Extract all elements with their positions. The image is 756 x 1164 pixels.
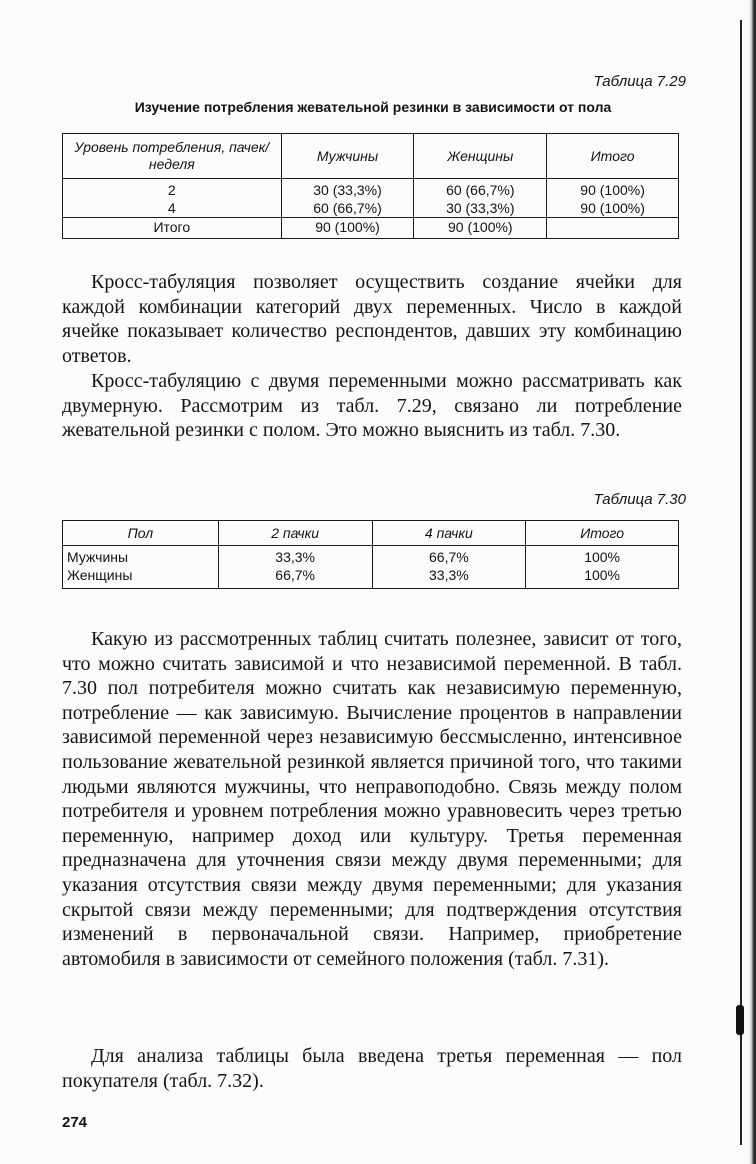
table-body-row <box>63 546 679 589</box>
table-cell: 90 (100%) <box>414 218 547 239</box>
page-edge-shadow <box>748 0 756 1164</box>
consumption-by-gender-table <box>62 133 679 239</box>
column-header: Мужчины <box>281 134 414 179</box>
paragraph: Кросс-табуляцию с двумя переменными можно рассматривать как двумерную. Рассмотрим из табл. 7.29, связано ли потребление жевательной резинки с полом. Это можно выяснить из табл. 7.30. <box>62 370 682 442</box>
cell-line: Женщины <box>67 567 133 583</box>
table-cell <box>372 546 526 589</box>
table-cell: Итого <box>63 218 282 239</box>
table-cell <box>414 179 547 218</box>
cell-line: 90 (100%) <box>580 200 645 216</box>
column-header: Женщины <box>414 134 547 179</box>
cell-line: 30 (33,3%) <box>313 182 382 198</box>
table-title: Изучение потребления жевательной резинки в зависимости от пола <box>134 99 612 115</box>
gender-percent-table <box>62 520 679 589</box>
page-edge-mark <box>736 1005 744 1035</box>
column-header: 4 пачки <box>372 521 526 546</box>
table-cell <box>218 546 372 589</box>
cell-line: 90 (100%) <box>580 182 645 198</box>
column-header: Итого <box>547 134 679 179</box>
paragraph: Для анализа таблицы была введена третья переменная — пол покупателя (табл. 7.32). <box>62 1045 682 1092</box>
table-header-row <box>63 521 679 546</box>
cell-line: 100% <box>584 567 621 583</box>
page-number: 274 <box>62 1114 88 1131</box>
table-cell <box>526 546 679 589</box>
table-cell: 90 (100%) <box>281 218 414 239</box>
table-total-row <box>63 218 679 239</box>
paragraph: Какую из рассмотренных таблиц считать полезнее, зависит от того, что можно считать зависимой и что независимой переменной. В табл. 7.30 пол потребителя можно считать как независимую переменную, потребление — как зависимую. Вычисление процентов в направлении зависимой переменной через независимую бессмысленно, интенсивное пользование жевательной резинкой является причиной того, что такими людьми являются мужчины, что неправоподобно. Связь между полом потребителя и уровнем потребления можно уравновесить через третью переменную, например доход или культуру. Третья переменная предназначена для уточнения связи между двумя переменными; для указания отсутствия связи между двумя переменными; для указания скрытой связи между переменными; для подтверждения отсутствия изменений в первоначальной связи. Например, приобретение автомобиля в зависимости от семейного положения (табл. 7.31). <box>62 628 682 970</box>
table-cell <box>281 179 414 218</box>
cell-line: 60 (66,7%) <box>313 200 382 216</box>
column-header: Уровень потребления, пачек/неделя <box>63 134 282 179</box>
column-header: Пол <box>63 521 219 546</box>
cell-line: 2 <box>167 182 176 198</box>
table-cell <box>63 179 282 218</box>
table-cell <box>547 179 679 218</box>
table-cell <box>63 546 219 589</box>
table-body-row <box>63 179 679 218</box>
cell-line: 60 (66,7%) <box>446 182 515 198</box>
table-caption: Таблица 7.29 <box>593 73 686 90</box>
table-cell <box>547 218 679 239</box>
column-header: 2 пачки <box>218 521 372 546</box>
paragraph: Кросс-табуляция позволяет осуществить создание ячейки для каждой комбинации категорий двух переменных. Число в каждой ячейке показывает количество респондентов, давших эту комбинацию ответов. <box>62 271 682 367</box>
page-edge-line <box>740 20 742 1145</box>
cell-line: Мужчины <box>67 549 129 565</box>
cell-line: 66,7% <box>275 567 315 583</box>
table-header-row <box>63 134 679 179</box>
table-caption: Таблица 7.30 <box>593 491 686 508</box>
cell-line: 4 <box>167 200 176 216</box>
column-header: Итого <box>526 521 679 546</box>
cell-line: 33,3% <box>429 567 469 583</box>
cell-line: 33,3% <box>275 549 315 565</box>
cell-line: 30 (33,3%) <box>446 200 515 216</box>
cell-line: 66,7% <box>429 549 469 565</box>
cell-line: 100% <box>584 549 621 565</box>
